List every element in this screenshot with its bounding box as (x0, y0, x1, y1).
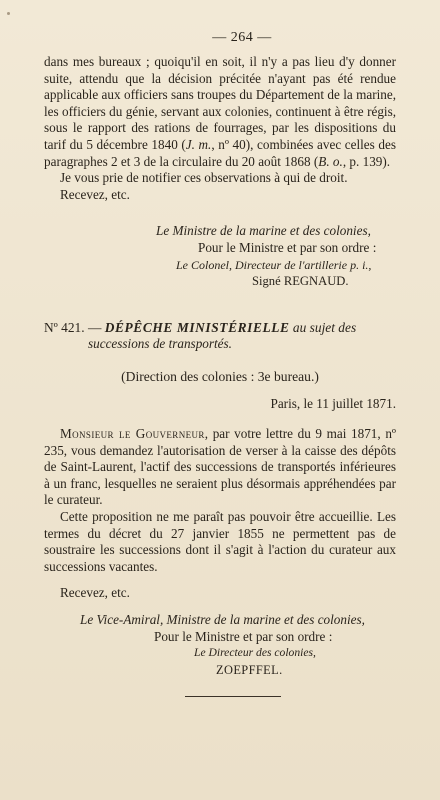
paragraph-continuation (44, 54, 396, 170)
signature-b-director: Le Directeur des colonies, (194, 646, 316, 660)
page-number: — 264 — (212, 30, 272, 45)
dispatch-dash: — (84, 319, 105, 335)
paragraph-text-end: , p. 139). (342, 153, 391, 169)
paragraph-gouverneur-text: , par votre lettre du 9 mai 1871, nº 235, vous demandez l'autorisation de verser à la caisse des dépôts de Saint-Laurent, l'actif des successions de transportés inférieures à un franc, lesquelles ne seraient plus désormais appréhendées par le curateur. (44, 426, 397, 508)
paragraph-proposition: Cette proposition ne me paraît pas pouvoir être accueillie. Les termes du décret du 27 janvier 1855 ne permettent pas de soustraire les successions dont il s'agit à l'action du curateur aux successions vacantes. (44, 509, 396, 574)
dispatch-date: Paris, le 11 juillet 1871. (270, 395, 396, 411)
page-content (44, 30, 396, 678)
signature-b-name: ZOEPFFEL. (216, 662, 283, 677)
dispatch-number: Nº 421. (44, 319, 85, 335)
closing-recevez: Recevez, etc. (60, 186, 130, 202)
direction-line: (Direction des colonies : 3e bureau.) (121, 368, 319, 384)
signature-a-director: Le Colonel, Directeur de l'artillerie p. i., (176, 257, 372, 272)
signature-b-order: Pour le Ministre et par son ordre : (154, 628, 333, 644)
citation-jm: J. m. (185, 136, 212, 152)
dispatch-title: DÉPÊCHE MINISTÉRIELLE (104, 319, 290, 335)
addressee: Monsieur le Gouverneur (60, 426, 205, 442)
paragraph-gouverneur (44, 426, 396, 509)
dispatch-heading (44, 320, 396, 337)
citation-bo: B. o. (318, 153, 343, 169)
dispatch-subject: au sujet des (289, 319, 357, 335)
closing-rule (185, 696, 281, 697)
paragraph-text-mid: , nº 40), combinées avec celles des paragraphes 2 et 3 de la circulaire du 20 août 1868 ( (44, 136, 396, 169)
paper-speck (7, 12, 10, 15)
paragraph-text: dans mes bureaux ; quoiqu'il en soit, il n'y a pas lieu d'y donner suite, attendu que la décision précitée n'ayant pas été rendue applicable aux officiers sans troupes du Département de la marine, les officiers du génie, servant aux colonies, continuent à être régis, sous le rapport des rations de fourrages, par les dispositions du tarif du 5 décembre 1840 ( (44, 54, 396, 152)
signature-a-title: Le Ministre de la marine et des colonies, (156, 223, 371, 239)
signature-a-name: Signé REGNAUD. (252, 274, 349, 289)
signature-b-title: Le Vice-Amiral, Ministre de la marine et des colonies, (80, 612, 365, 628)
paragraph-notify: Je vous prie de notifier ces observations à qui de droit. (60, 170, 348, 186)
closing-recevez-2: Recevez, etc. (60, 585, 130, 601)
signature-a-order: Pour le Ministre et par son ordre : (198, 239, 377, 255)
dispatch-subject-line2: successions de transportés. (88, 336, 232, 352)
